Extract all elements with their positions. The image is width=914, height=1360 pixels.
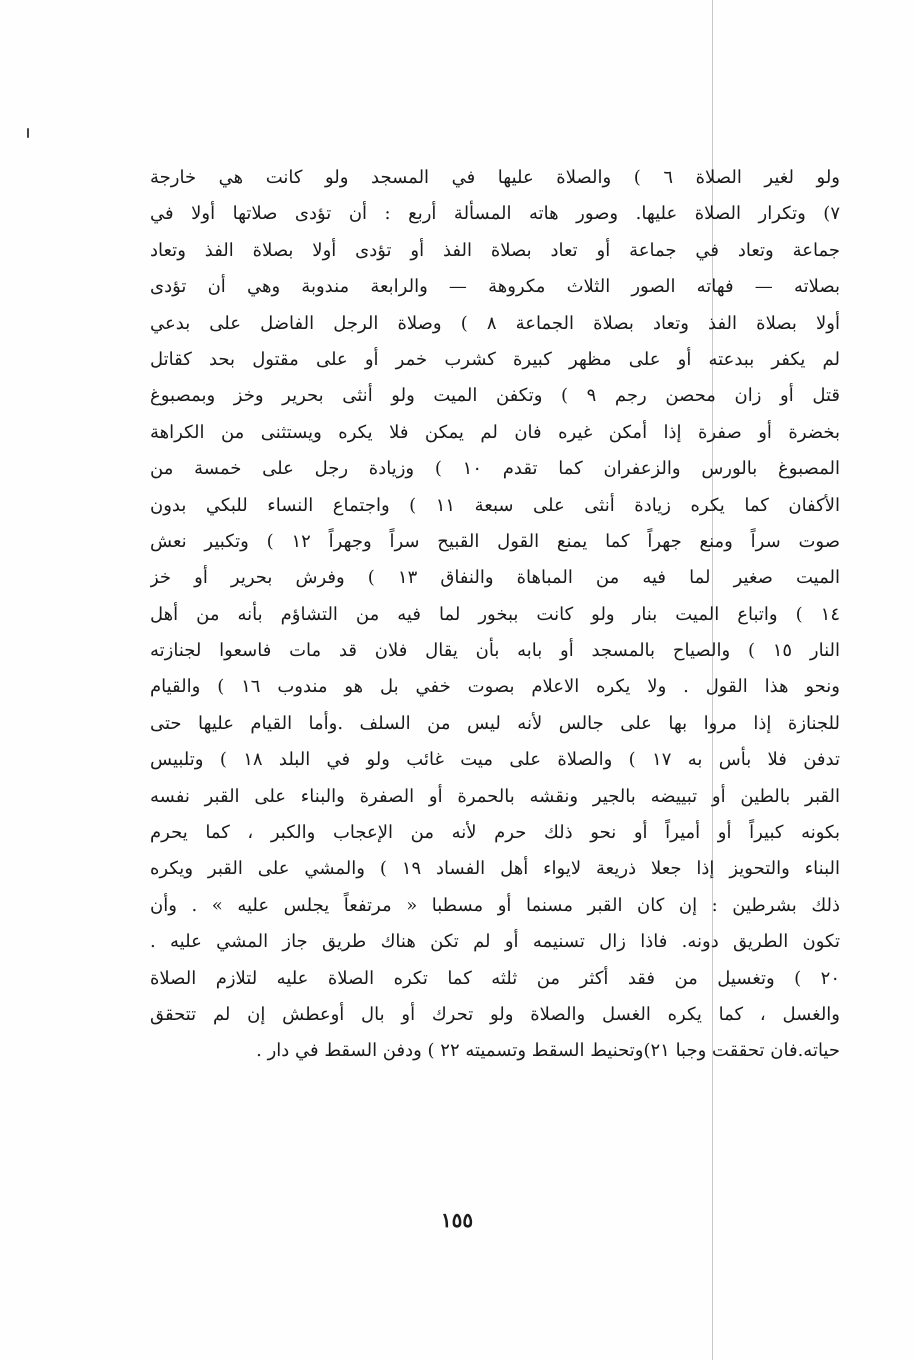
text-line: والغسل ، كما يكره الغسل والصلاة ولو تحرك أو بال أوعطش إن لم تتحقق bbox=[150, 1003, 840, 1025]
text-line: بخضرة أو صفرة إذا أمكن غيره فان لم يمكن فلا يكره ويستثنى من الكراهة bbox=[150, 421, 840, 443]
text-line: بكونه كبيراً أو أميراً أو نحو ذلك حرم لأنه من الإعجاب والكبر ، كما يحرم bbox=[150, 822, 840, 844]
text-line: ٧) وتكرار الصلاة عليها. وصور هاته المسألة أربع : أن تؤدى صلاتها أولا في bbox=[150, 203, 840, 225]
text-line: ونحو هذا القول . ولا يكره الاعلام بصوت خفي بل هو مندوب ١٦ ) والقيام bbox=[150, 676, 840, 698]
text-line: أولا بصلاة الفذ وتعاد بصلاة الجماعة ٨ ) وصلاة الرجل الفاضل على بدعي bbox=[150, 312, 840, 334]
text-line: البناء والتحويز إذا جعلا ذريعة لايواء أهل الفساد ١٩ ) والمشي على القبر ويكره bbox=[150, 858, 840, 880]
text-line: للجنازة إذا مروا بها على جالس لأنه ليس من السلف .وأما القيام عليها حتى bbox=[150, 712, 840, 734]
text-line: حياته.فان تحققت وجبا ٢١)وتحنيط السقط وتسميته ٢٢ ) ودفن السقط في دار . bbox=[256, 1040, 840, 1062]
text-line: المصبوغ بالورس والزعفران كما تقدم ١٠ ) وزيادة رجل على خمسة من bbox=[150, 458, 840, 480]
text-line: النار ١٥ ) والصياح بالمسجد أو بابه بأن يقال فلان قد مات فاسعوا لجنازته bbox=[150, 640, 840, 662]
text-line: تكون الطريق دونه. فاذا زال تسنيمه أو لم تكن هناك طريق جاز المشي عليه . bbox=[150, 931, 840, 953]
text-line: القبر بالطين أو تبييضه بالجير ونقشه بالحمرة أو الصفرة والبناء على القبر نفسه bbox=[150, 785, 840, 807]
text-line: صوت سراً ومنع جهراً كما يمنع القول القبيح سراً وجهراً ١٢ ) وتكبير نعش bbox=[150, 530, 840, 552]
text-line: ذلك بشرطين : إن كان القبر مسنما أو مسطبا « مرتفعاً يجلس عليه » . وأن bbox=[150, 894, 840, 916]
text-line: ١٤ ) واتباع الميت بنار ولو كانت ببخور لما فيه من التشاؤم بأنه من أهل bbox=[150, 603, 840, 625]
text-line: جماعة وتعاد في جماعة أو تعاد بصلاة الفذ أو تؤدى أولا بصلاة الفذ وتعاد bbox=[150, 239, 840, 261]
text-line: الأكفان كما يكره زيادة أنثى على سبعة ١١ ) واجتماع النساء للبكي بدون bbox=[150, 494, 840, 516]
text-line: تدفن فلا بأس به ١٧ ) والصلاة على ميت غائب ولو في البلد ١٨ ) وتلبيس bbox=[150, 749, 840, 771]
text-line: لم يكفر ببدعته أو على مظهر كبيرة كشرب خمر أو على مقتول بحد كقاتل bbox=[150, 348, 840, 370]
text-line: قتل أو زان محصن رجم ٩ ) وتكفن الميت ولو أنثى بحرير وخز وبمصبوغ bbox=[150, 385, 840, 407]
scan-speck bbox=[27, 128, 29, 138]
text-line: ولو لغير الصلاة ٦ ) والصلاة عليها في المسجد ولو كانت هي خارجة bbox=[150, 167, 840, 188]
text-line: الميت صغير لما فيه من المباهاة والنفاق ١٣ ) وفرش بحرير أو خز bbox=[150, 567, 840, 589]
page-number: ١٥٥ bbox=[440, 1208, 474, 1232]
text-line: بصلاته — فهاته الصور الثلاث مكروهة — والرابعة مندوبة وهي أن تؤدى bbox=[150, 276, 840, 298]
text-line: ٢٠ ) وتغسيل من فقد أكثر من ثلثه كما تكره الصلاة عليه لتلازم الصلاة bbox=[150, 967, 840, 989]
body-text bbox=[150, 160, 840, 1070]
